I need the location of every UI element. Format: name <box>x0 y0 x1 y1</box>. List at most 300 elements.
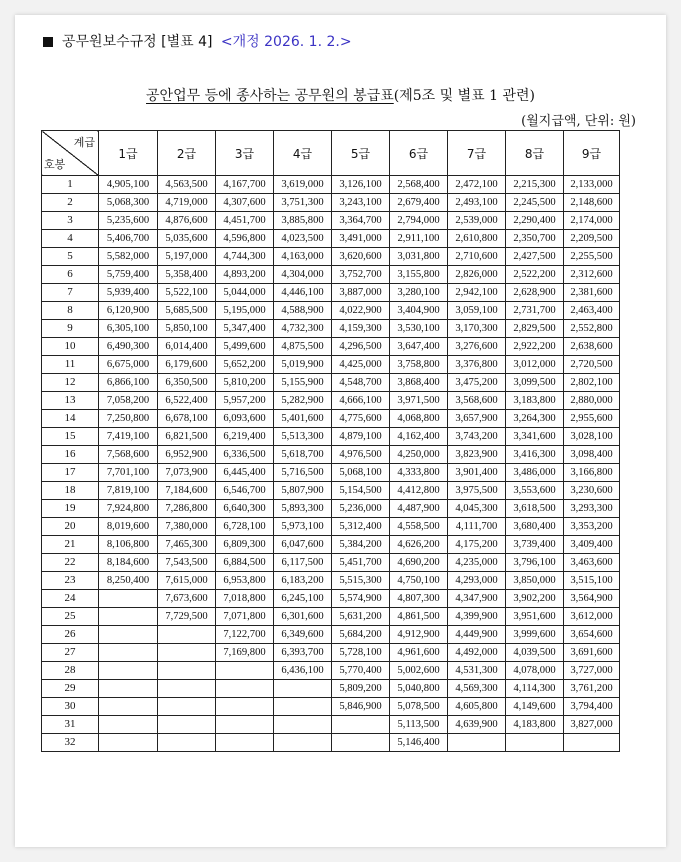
salary-cell: 3,276,600 <box>448 338 506 356</box>
salary-cell: 4,022,900 <box>332 302 390 320</box>
grade-header-2: 2급 <box>158 131 216 176</box>
step-number-cell: 10 <box>42 338 99 356</box>
salary-cell: 4,690,200 <box>390 554 448 572</box>
salary-cell: 5,146,400 <box>390 734 448 752</box>
salary-cell: 3,758,800 <box>390 356 448 374</box>
salary-cell: 3,901,400 <box>448 464 506 482</box>
salary-cell: 4,905,100 <box>99 176 158 194</box>
salary-cell: 5,957,200 <box>216 392 274 410</box>
salary-cell: 5,068,300 <box>99 194 158 212</box>
table-row <box>42 410 620 428</box>
salary-cell: 3,868,400 <box>390 374 448 392</box>
table-row <box>42 608 620 626</box>
salary-cell: 2,710,600 <box>448 248 506 266</box>
salary-cell: 2,215,300 <box>506 176 564 194</box>
grade-header-6: 6급 <box>390 131 448 176</box>
salary-cell: 2,731,700 <box>506 302 564 320</box>
salary-cell: 2,826,000 <box>448 266 506 284</box>
salary-cell: 3,126,100 <box>332 176 390 194</box>
salary-cell <box>216 734 274 752</box>
table-title <box>15 85 666 105</box>
salary-cell: 3,012,000 <box>506 356 564 374</box>
grade-header-7: 7급 <box>448 131 506 176</box>
step-number-cell: 4 <box>42 230 99 248</box>
salary-cell: 7,122,700 <box>216 626 274 644</box>
salary-cell: 5,282,900 <box>274 392 332 410</box>
salary-cell: 2,628,900 <box>506 284 564 302</box>
salary-cell <box>274 734 332 752</box>
salary-cell: 5,499,600 <box>216 338 274 356</box>
salary-cell: 6,445,400 <box>216 464 274 482</box>
salary-cell <box>158 698 216 716</box>
salary-cell: 5,574,900 <box>332 590 390 608</box>
step-number-cell: 2 <box>42 194 99 212</box>
salary-cell: 2,472,100 <box>448 176 506 194</box>
regulation-label: 공무원보수규정 [별표 4] <box>62 34 213 50</box>
salary-cell: 3,098,400 <box>564 446 620 464</box>
salary-cell: 4,961,600 <box>390 644 448 662</box>
salary-cell: 2,427,500 <box>506 248 564 266</box>
salary-cell: 2,312,600 <box>564 266 620 284</box>
table-row <box>42 194 620 212</box>
salary-cell: 6,014,400 <box>158 338 216 356</box>
salary-cell: 3,647,400 <box>390 338 448 356</box>
salary-cell: 4,531,300 <box>448 662 506 680</box>
table-row <box>42 626 620 644</box>
salary-cell: 3,170,300 <box>448 320 506 338</box>
salary-cell: 5,684,200 <box>332 626 390 644</box>
salary-cell: 5,401,600 <box>274 410 332 428</box>
table-row <box>42 572 620 590</box>
salary-cell: 3,404,900 <box>390 302 448 320</box>
salary-cell: 3,353,200 <box>564 518 620 536</box>
table-row <box>42 266 620 284</box>
salary-cell <box>99 608 158 626</box>
salary-cell: 6,522,400 <box>158 392 216 410</box>
salary-cell: 3,619,000 <box>274 176 332 194</box>
salary-cell <box>99 716 158 734</box>
salary-cell: 4,078,000 <box>506 662 564 680</box>
step-number-cell: 23 <box>42 572 99 590</box>
salary-cell: 3,553,600 <box>506 482 564 500</box>
salary-cell: 2,568,400 <box>390 176 448 194</box>
table-row <box>42 518 620 536</box>
salary-cell: 4,875,500 <box>274 338 332 356</box>
salary-cell: 3,796,100 <box>506 554 564 572</box>
table-row <box>42 698 620 716</box>
table-row <box>42 680 620 698</box>
salary-cell: 4,639,900 <box>448 716 506 734</box>
salary-cell: 3,887,000 <box>332 284 390 302</box>
salary-cell: 4,149,600 <box>506 698 564 716</box>
salary-cell: 7,018,800 <box>216 590 274 608</box>
salary-cell: 7,701,100 <box>99 464 158 482</box>
table-row <box>42 716 620 734</box>
salary-cell: 4,250,000 <box>390 446 448 464</box>
salary-cell <box>216 716 274 734</box>
salary-cell: 6,336,500 <box>216 446 274 464</box>
salary-cell: 6,117,500 <box>274 554 332 572</box>
step-number-cell: 11 <box>42 356 99 374</box>
salary-cell: 2,493,100 <box>448 194 506 212</box>
salary-cell: 4,307,600 <box>216 194 274 212</box>
salary-cell: 3,564,900 <box>564 590 620 608</box>
table-row <box>42 374 620 392</box>
salary-cell: 3,827,000 <box>564 716 620 734</box>
salary-cell: 3,794,400 <box>564 698 620 716</box>
salary-cell: 2,720,500 <box>564 356 620 374</box>
table-row <box>42 392 620 410</box>
salary-cell: 3,975,500 <box>448 482 506 500</box>
salary-cell: 5,078,500 <box>390 698 448 716</box>
salary-cell: 6,953,800 <box>216 572 274 590</box>
step-number-cell: 1 <box>42 176 99 194</box>
salary-cell: 2,829,500 <box>506 320 564 338</box>
salary-cell: 3,486,000 <box>506 464 564 482</box>
salary-cell: 4,451,700 <box>216 212 274 230</box>
salary-cell: 3,850,000 <box>506 572 564 590</box>
table-row <box>42 212 620 230</box>
step-number-cell: 13 <box>42 392 99 410</box>
salary-cell: 4,175,200 <box>448 536 506 554</box>
table-row <box>42 500 620 518</box>
salary-cell: 7,543,500 <box>158 554 216 572</box>
table-row <box>42 590 620 608</box>
salary-cell: 5,685,500 <box>158 302 216 320</box>
salary-cell: 3,999,600 <box>506 626 564 644</box>
salary-cell: 4,159,300 <box>332 320 390 338</box>
table-row <box>42 302 620 320</box>
salary-cell: 4,893,200 <box>216 266 274 284</box>
salary-cell: 8,106,800 <box>99 536 158 554</box>
salary-cell: 3,475,200 <box>448 374 506 392</box>
document-page <box>15 15 666 847</box>
step-number-cell: 19 <box>42 500 99 518</box>
salary-cell: 2,148,600 <box>564 194 620 212</box>
salary-cell <box>158 644 216 662</box>
salary-cell: 6,305,100 <box>99 320 158 338</box>
salary-cell: 3,971,500 <box>390 392 448 410</box>
corner-grade-label: 계급 <box>73 136 95 149</box>
salary-cell: 3,568,600 <box>448 392 506 410</box>
salary-cell: 5,807,900 <box>274 482 332 500</box>
salary-cell: 4,114,300 <box>506 680 564 698</box>
step-number-cell: 28 <box>42 662 99 680</box>
salary-cell: 2,638,600 <box>564 338 620 356</box>
salary-cell: 2,381,600 <box>564 284 620 302</box>
salary-cell: 3,155,800 <box>390 266 448 284</box>
salary-cell <box>448 734 506 752</box>
step-number-cell: 5 <box>42 248 99 266</box>
salary-cell: 3,280,100 <box>390 284 448 302</box>
step-number-cell: 24 <box>42 590 99 608</box>
salary-cell: 4,750,100 <box>390 572 448 590</box>
salary-cell: 3,028,100 <box>564 428 620 446</box>
salary-cell: 3,618,500 <box>506 500 564 518</box>
salary-cell <box>332 716 390 734</box>
salary-cell: 4,569,300 <box>448 680 506 698</box>
salary-cell: 5,195,000 <box>216 302 274 320</box>
salary-cell: 3,612,000 <box>564 608 620 626</box>
salary-cell: 7,419,100 <box>99 428 158 446</box>
salary-cell: 4,235,000 <box>448 554 506 572</box>
salary-cell: 7,250,800 <box>99 410 158 428</box>
salary-cell: 6,093,600 <box>216 410 274 428</box>
salary-cell: 4,068,800 <box>390 410 448 428</box>
salary-cell: 3,341,600 <box>506 428 564 446</box>
salary-cell: 4,912,900 <box>390 626 448 644</box>
salary-cell: 3,739,400 <box>506 536 564 554</box>
salary-cell: 3,885,800 <box>274 212 332 230</box>
salary-cell: 3,059,100 <box>448 302 506 320</box>
salary-cell <box>158 716 216 734</box>
salary-cell <box>216 680 274 698</box>
salary-cell: 4,492,000 <box>448 644 506 662</box>
salary-cell: 6,821,500 <box>158 428 216 446</box>
salary-cell: 4,446,100 <box>274 284 332 302</box>
table-row <box>42 482 620 500</box>
salary-cell: 4,588,900 <box>274 302 332 320</box>
salary-cell: 4,449,900 <box>448 626 506 644</box>
salary-cell: 5,939,400 <box>99 284 158 302</box>
salary-cell <box>99 644 158 662</box>
salary-cell: 5,522,100 <box>158 284 216 302</box>
step-number-cell: 14 <box>42 410 99 428</box>
step-number-cell: 27 <box>42 644 99 662</box>
step-number-cell: 26 <box>42 626 99 644</box>
salary-cell: 3,751,300 <box>274 194 332 212</box>
salary-cell: 4,163,000 <box>274 248 332 266</box>
grade-header-5: 5급 <box>332 131 390 176</box>
salary-cell: 6,546,700 <box>216 482 274 500</box>
salary-cell: 5,652,200 <box>216 356 274 374</box>
salary-cell: 7,286,800 <box>158 500 216 518</box>
salary-cell: 6,179,600 <box>158 356 216 374</box>
table-row <box>42 446 620 464</box>
salary-cell: 6,884,500 <box>216 554 274 572</box>
salary-cell: 6,183,200 <box>274 572 332 590</box>
salary-cell <box>99 734 158 752</box>
salary-cell: 3,743,200 <box>448 428 506 446</box>
step-number-cell: 22 <box>42 554 99 572</box>
grade-header-3: 3급 <box>216 131 274 176</box>
salary-cell: 2,522,200 <box>506 266 564 284</box>
salary-cell: 3,752,700 <box>332 266 390 284</box>
salary-cell: 3,183,800 <box>506 392 564 410</box>
step-number-cell: 31 <box>42 716 99 734</box>
grade-header-9: 9급 <box>564 131 620 176</box>
salary-cell: 5,044,000 <box>216 284 274 302</box>
salary-cell: 5,197,000 <box>158 248 216 266</box>
salary-cell: 4,563,500 <box>158 176 216 194</box>
salary-cell: 3,654,600 <box>564 626 620 644</box>
salary-cell: 3,691,600 <box>564 644 620 662</box>
step-number-cell: 3 <box>42 212 99 230</box>
salary-cell: 3,364,700 <box>332 212 390 230</box>
salary-cell: 2,955,600 <box>564 410 620 428</box>
salary-cell: 5,716,500 <box>274 464 332 482</box>
salary-cell: 6,436,100 <box>274 662 332 680</box>
step-number-cell: 16 <box>42 446 99 464</box>
corner-step-label: 호봉 <box>44 158 66 171</box>
salary-cell: 5,236,000 <box>332 500 390 518</box>
salary-cell: 6,490,300 <box>99 338 158 356</box>
salary-cell: 4,775,600 <box>332 410 390 428</box>
table-header-row <box>42 131 620 176</box>
salary-cell: 6,219,400 <box>216 428 274 446</box>
salary-cell <box>274 680 332 698</box>
salary-cell <box>99 680 158 698</box>
salary-cell <box>158 662 216 680</box>
salary-cell: 4,879,100 <box>332 428 390 446</box>
table-row <box>42 176 620 194</box>
grade-header-1: 1급 <box>99 131 158 176</box>
salary-cell: 2,880,000 <box>564 392 620 410</box>
salary-cell: 7,819,100 <box>99 482 158 500</box>
salary-cell: 4,039,500 <box>506 644 564 662</box>
grade-header-8: 8급 <box>506 131 564 176</box>
salary-cell: 4,296,500 <box>332 338 390 356</box>
salary-cell: 6,640,300 <box>216 500 274 518</box>
salary-cell: 7,465,300 <box>158 536 216 554</box>
salary-cell: 5,973,100 <box>274 518 332 536</box>
salary-cell: 4,162,400 <box>390 428 448 446</box>
table-row <box>42 338 620 356</box>
table-row <box>42 536 620 554</box>
salary-cell: 7,568,600 <box>99 446 158 464</box>
salary-cell: 3,951,600 <box>506 608 564 626</box>
table-body <box>42 176 620 752</box>
step-number-cell: 7 <box>42 284 99 302</box>
salary-cell <box>158 680 216 698</box>
step-number-cell: 20 <box>42 518 99 536</box>
salary-cell: 5,235,600 <box>99 212 158 230</box>
salary-cell: 4,732,300 <box>274 320 332 338</box>
salary-cell: 6,678,100 <box>158 410 216 428</box>
salary-cell: 3,416,300 <box>506 446 564 464</box>
salary-cell: 6,245,100 <box>274 590 332 608</box>
salary-cell: 6,349,600 <box>274 626 332 644</box>
salary-cell: 2,290,400 <box>506 212 564 230</box>
salary-cell: 2,922,200 <box>506 338 564 356</box>
salary-cell: 7,729,500 <box>158 608 216 626</box>
table-row <box>42 248 620 266</box>
salary-cell: 2,802,100 <box>564 374 620 392</box>
salary-cell: 2,255,500 <box>564 248 620 266</box>
salary-cell: 3,243,100 <box>332 194 390 212</box>
salary-cell: 3,166,800 <box>564 464 620 482</box>
salary-cell: 5,312,400 <box>332 518 390 536</box>
salary-cell: 4,666,100 <box>332 392 390 410</box>
salary-cell: 2,539,000 <box>448 212 506 230</box>
salary-cell: 5,384,200 <box>332 536 390 554</box>
salary-cell: 3,230,600 <box>564 482 620 500</box>
salary-cell: 4,023,500 <box>274 230 332 248</box>
step-number-cell: 25 <box>42 608 99 626</box>
salary-cell: 3,376,800 <box>448 356 506 374</box>
salary-cell: 3,491,000 <box>332 230 390 248</box>
salary-cell: 5,582,000 <box>99 248 158 266</box>
salary-cell <box>216 662 274 680</box>
salary-cell: 7,380,000 <box>158 518 216 536</box>
salary-cell <box>564 734 620 752</box>
table-title-suffix: (제5조 및 별표 1 관련) <box>393 88 535 104</box>
salary-cell: 6,675,000 <box>99 356 158 374</box>
salary-cell: 4,304,000 <box>274 266 332 284</box>
table-row <box>42 230 620 248</box>
salary-cell: 5,113,500 <box>390 716 448 734</box>
salary-cell: 3,264,300 <box>506 410 564 428</box>
salary-cell: 4,807,300 <box>390 590 448 608</box>
black-square-icon <box>43 37 53 47</box>
salary-cell: 5,035,600 <box>158 230 216 248</box>
salary-cell: 5,631,200 <box>332 608 390 626</box>
salary-cell: 2,174,000 <box>564 212 620 230</box>
salary-cell: 4,605,800 <box>448 698 506 716</box>
table-row <box>42 356 620 374</box>
salary-cell: 5,850,100 <box>158 320 216 338</box>
table-row <box>42 662 620 680</box>
salary-cell: 5,451,700 <box>332 554 390 572</box>
step-number-cell: 30 <box>42 698 99 716</box>
step-number-cell: 6 <box>42 266 99 284</box>
step-number-cell: 12 <box>42 374 99 392</box>
salary-cell: 6,350,500 <box>158 374 216 392</box>
salary-cell: 8,250,400 <box>99 572 158 590</box>
salary-cell <box>216 698 274 716</box>
salary-cell: 5,154,500 <box>332 482 390 500</box>
salary-cell: 3,727,000 <box>564 662 620 680</box>
salary-cell: 5,515,300 <box>332 572 390 590</box>
salary-cell: 3,902,200 <box>506 590 564 608</box>
salary-cell: 3,515,100 <box>564 572 620 590</box>
salary-cell: 2,350,700 <box>506 230 564 248</box>
salary-cell: 2,942,100 <box>448 284 506 302</box>
salary-cell: 7,615,000 <box>158 572 216 590</box>
step-number-cell: 8 <box>42 302 99 320</box>
step-number-cell: 32 <box>42 734 99 752</box>
salary-cell: 3,463,600 <box>564 554 620 572</box>
step-number-cell: 21 <box>42 536 99 554</box>
salary-cell: 5,809,200 <box>332 680 390 698</box>
unit-note: (월지급액, 단위: 원) <box>521 114 636 129</box>
table-title-main: 공안업무 등에 종사하는 공무원의 봉급표 <box>146 88 394 104</box>
document-header <box>43 31 352 51</box>
salary-cell: 5,513,300 <box>274 428 332 446</box>
salary-cell: 5,893,300 <box>274 500 332 518</box>
salary-cell: 4,876,600 <box>158 212 216 230</box>
salary-cell: 5,406,700 <box>99 230 158 248</box>
salary-cell <box>274 698 332 716</box>
salary-cell: 6,952,900 <box>158 446 216 464</box>
salary-cell: 6,047,600 <box>274 536 332 554</box>
table-row <box>42 464 620 482</box>
salary-cell <box>158 626 216 644</box>
salary-cell: 8,019,600 <box>99 518 158 536</box>
salary-cell: 5,019,900 <box>274 356 332 374</box>
salary-cell: 7,184,600 <box>158 482 216 500</box>
salary-cell: 7,073,900 <box>158 464 216 482</box>
salary-cell: 2,679,400 <box>390 194 448 212</box>
salary-cell: 4,487,900 <box>390 500 448 518</box>
salary-cell: 5,358,400 <box>158 266 216 284</box>
step-number-cell: 29 <box>42 680 99 698</box>
salary-cell: 3,031,800 <box>390 248 448 266</box>
salary-cell: 6,866,100 <box>99 374 158 392</box>
salary-cell: 7,169,800 <box>216 644 274 662</box>
table-row <box>42 554 620 572</box>
salary-cell: 6,809,300 <box>216 536 274 554</box>
